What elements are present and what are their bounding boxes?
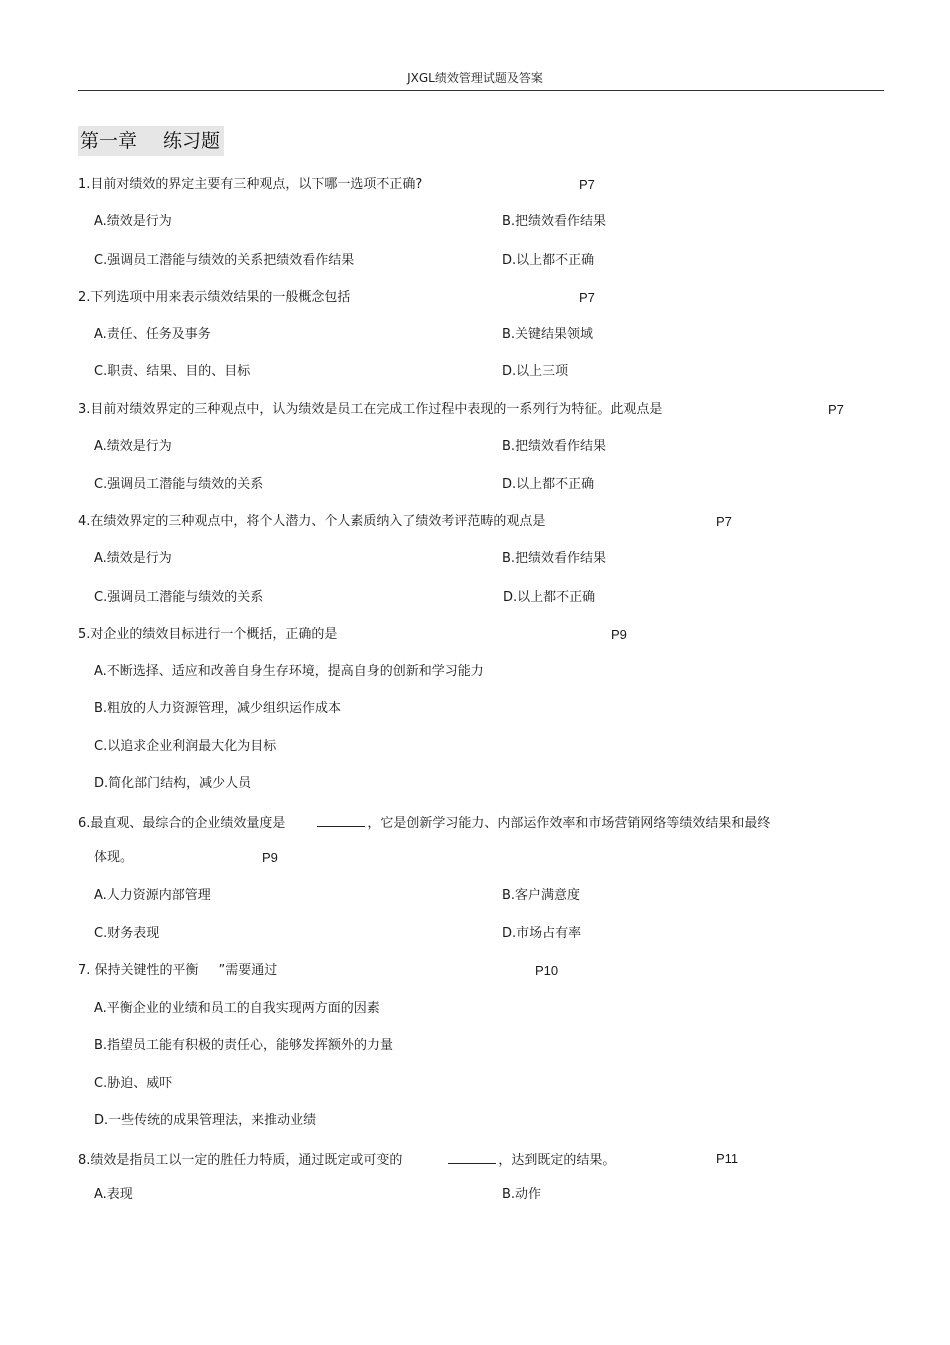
question-6	[78, 814, 770, 832]
question-3: 3.目前对绩效界定的三种观点中，认为绩效是员工在完成工作过程中表现的一系列行为特征。此观点是	[78, 402, 663, 417]
question-5: 5.对企业的绩效目标进行一个概括，正确的是	[78, 627, 338, 642]
question-7-option-c: C.胁迫、威吓	[94, 1076, 173, 1091]
question-5-option-a: A.不断选择、适应和改善自身生存环境，提高自身的创新和学习能力	[94, 664, 484, 679]
question-3-option-d: D.以上都不正确	[502, 477, 595, 492]
question-8	[78, 1151, 615, 1169]
question-5-option-b: B.粗放的人力资源管理，减少组织运作成本	[94, 701, 342, 716]
question-4-option-b: B.把绩效看作结果	[502, 551, 607, 566]
question-8-text-after: ，达到既定的结果。	[498, 1153, 616, 1168]
question-4-option-c: C.强调员工潜能与绩效的关系	[94, 590, 264, 605]
question-2-option-c: C.职责、结果、目的、目标	[94, 364, 251, 379]
question-1-option-a: A.绩效是行为	[94, 214, 172, 229]
question-7-option-b: B.指望员工能有积极的责任心，能够发挥额外的力量	[94, 1038, 394, 1053]
question-6-text-before: 6.最直观、最综合的企业绩效量度是	[78, 816, 286, 831]
question-7-option-d: D.一些传统的成果管理法，来推动业绩	[94, 1113, 317, 1128]
question-6-option-d: D.市场占有率	[502, 926, 582, 941]
question-2-option-d: D.以上三项	[502, 364, 569, 379]
question-8-option-b: B.动作	[502, 1187, 542, 1202]
question-7-text-after: ”需要通过	[218, 963, 278, 978]
question-4-page-ref: P7	[716, 514, 732, 529]
header-rule	[78, 90, 884, 91]
chapter-subtitle: 练习题	[163, 130, 221, 152]
question-2-page-ref: P7	[579, 290, 595, 305]
question-3-option-c: C.强调员工潜能与绩效的关系	[94, 477, 264, 492]
question-2: 2.下列选项中用来表示绩效结果的一般概念包括	[78, 290, 351, 305]
question-3-option-b: B.把绩效看作结果	[502, 439, 607, 454]
question-4-option-a: A.绩效是行为	[94, 551, 172, 566]
question-4-option-d: D.以上都不正确	[503, 590, 596, 605]
question-1: 1.目前对绩效的界定主要有三种观点，以下哪一选项不正确?	[78, 177, 423, 192]
page-header: JXGL绩效管理试题及答案	[407, 71, 543, 85]
question-1-option-b: B.把绩效看作结果	[502, 214, 607, 229]
question-7	[78, 963, 277, 979]
question-6-page-ref: P9	[262, 850, 278, 865]
question-5-option-c: C.以追求企业利润最大化为目标	[94, 739, 277, 754]
question-6-option-b: B.客户满意度	[502, 888, 581, 903]
question-2-option-b: B.关键结果领域	[502, 327, 594, 342]
question-5-option-d: D.简化部门结构，减少人员	[94, 776, 252, 791]
question-8-page-ref: P11	[716, 1151, 739, 1166]
question-1-page-ref: P7	[579, 177, 595, 192]
question-1-option-d: D.以上都不正确	[502, 253, 595, 268]
question-6-text-after: ，它是创新学习能力、内部运作效率和市场营销网络等绩效结果和最终	[367, 816, 771, 831]
question-4: 4.在绩效界定的三种观点中，将个人潜力、个人素质纳入了绩效考评范畴的观点是	[78, 514, 546, 529]
question-8-option-a: A.表现	[94, 1187, 133, 1202]
question-7-text: 7. 保持关键性的平衡	[78, 963, 199, 978]
question-6-option-c: C.财务表现	[94, 926, 160, 941]
question-6-option-a: A.人力资源内部管理	[94, 888, 211, 903]
question-6-blank	[317, 814, 365, 827]
chapter-number: 第一章	[80, 130, 138, 152]
question-8-text-before: 8.绩效是指员工以一定的胜任力特质，通过既定或可变的	[78, 1153, 403, 1168]
question-3-page-ref: P7	[828, 402, 844, 417]
question-6-continuation: 体现。	[94, 850, 134, 865]
question-2-option-a: A.责任、任务及事务	[94, 327, 211, 342]
question-7-page-ref: P10	[535, 963, 559, 978]
question-8-blank	[448, 1151, 496, 1164]
chapter-title	[78, 126, 224, 156]
question-7-option-a: A.平衡企业的业绩和员工的自我实现两方面的因素	[94, 1001, 380, 1016]
question-1-option-c: C.强调员工潜能与绩效的关系把绩效看作结果	[94, 253, 355, 268]
question-3-option-a: A.绩效是行为	[94, 439, 172, 454]
question-5-page-ref: P9	[611, 627, 627, 642]
